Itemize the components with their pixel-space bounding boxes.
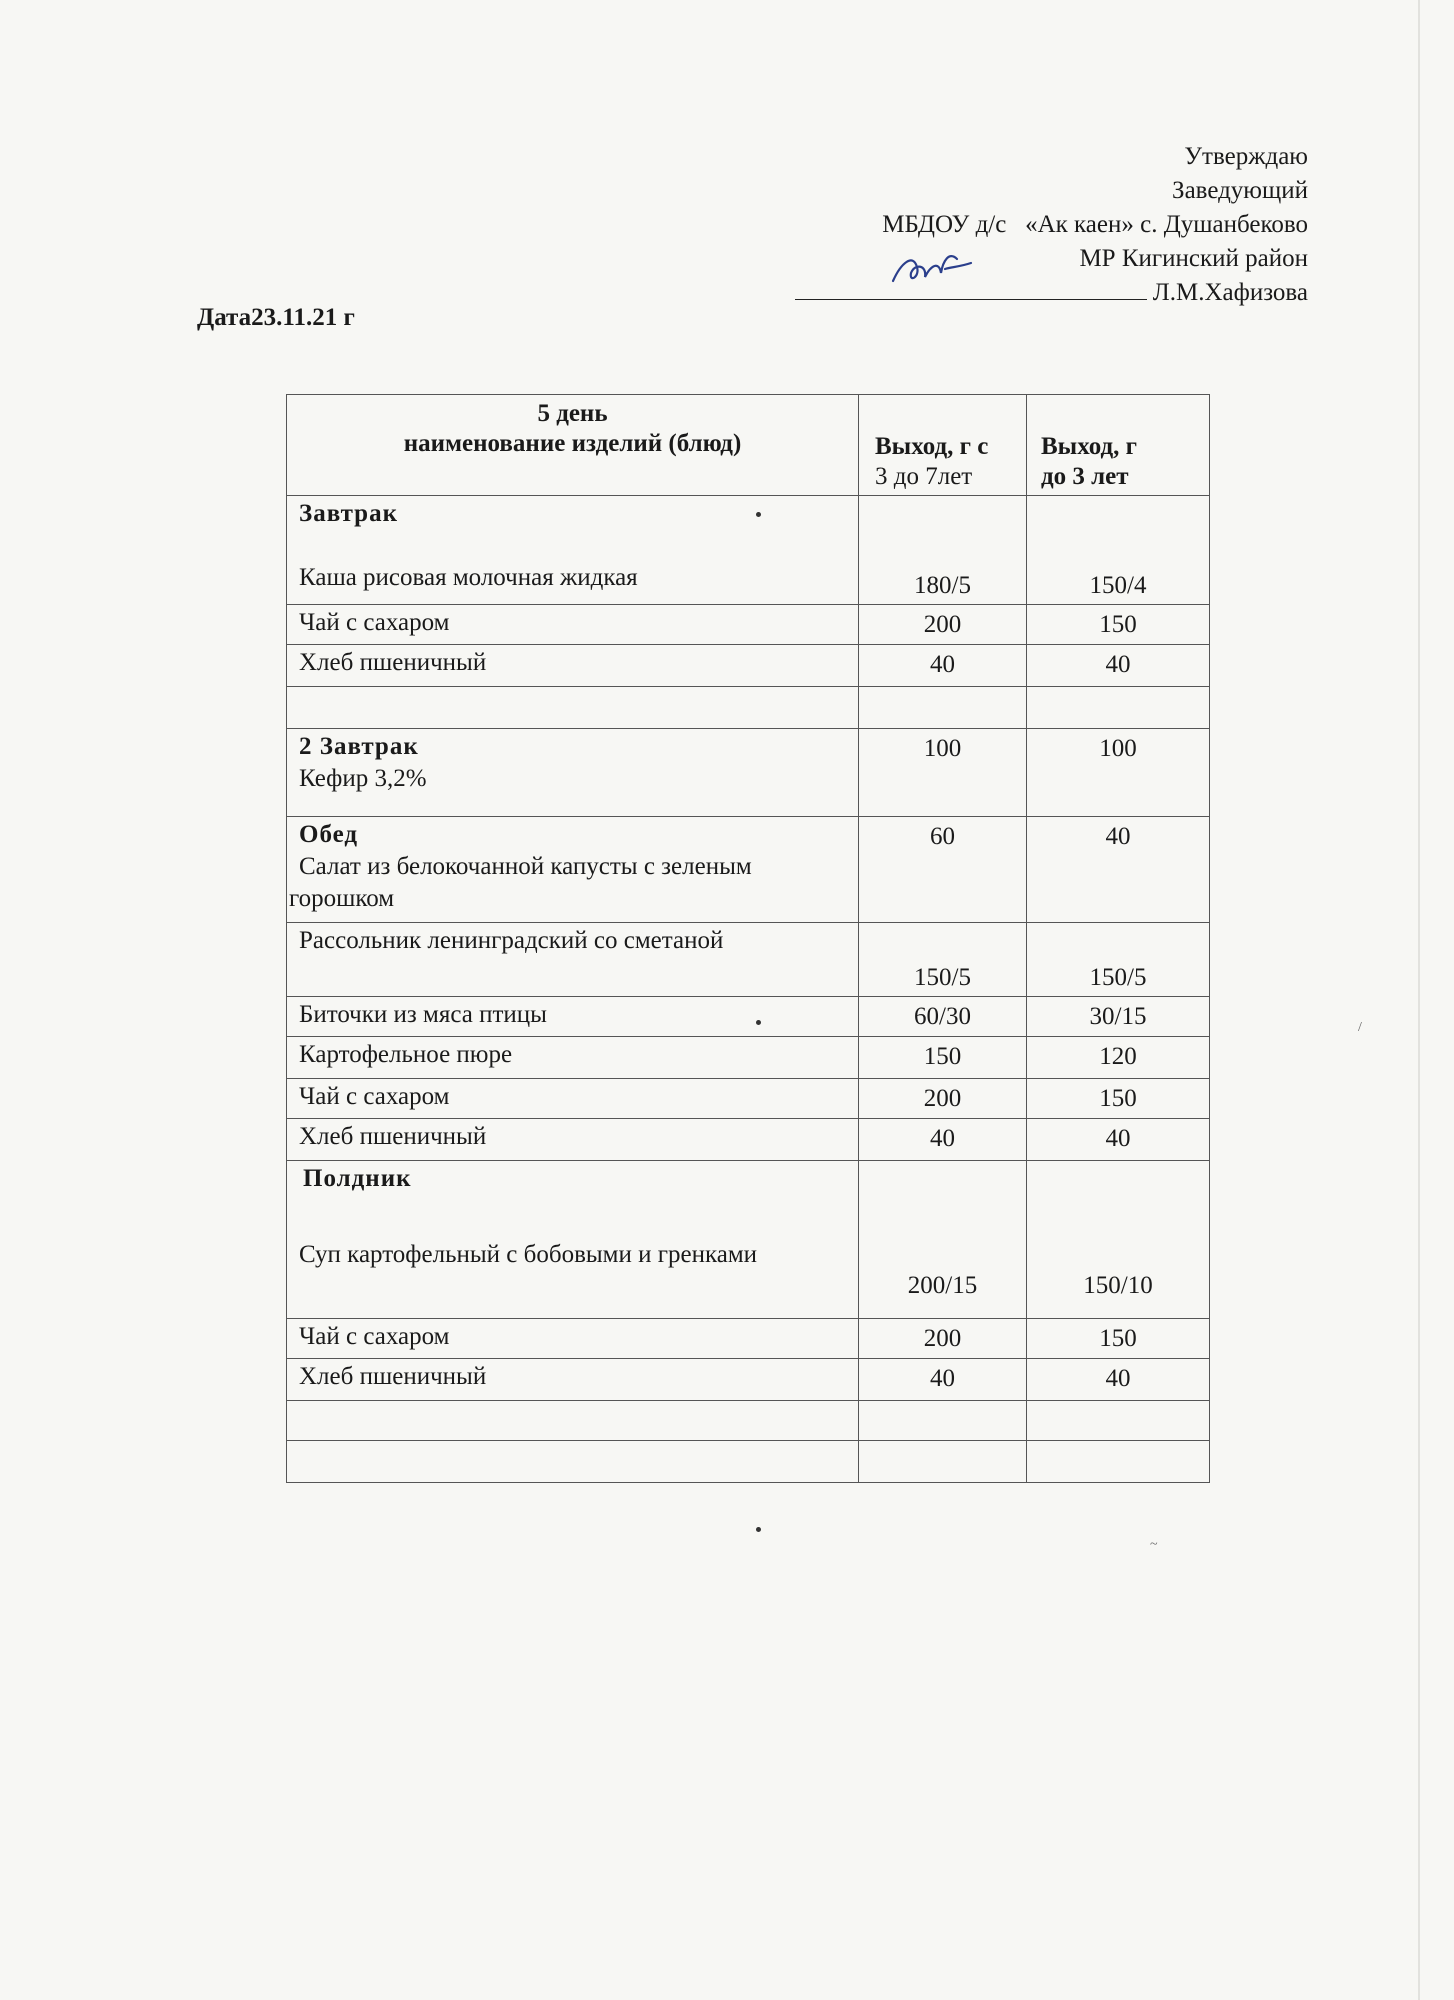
yield-under-3: 150 — [1027, 605, 1210, 645]
dish-name: Чай с сахаром — [287, 1319, 859, 1359]
header-name-cell — [287, 395, 859, 496]
table-row-empty — [287, 1441, 1210, 1483]
dish-name: Картофельное пюре — [287, 1037, 859, 1079]
yield-under-3: 40 — [1027, 817, 1210, 923]
approval-line-signature — [795, 276, 1308, 310]
yield-3-7: 60 — [859, 817, 1027, 923]
table-header-row — [287, 395, 1210, 496]
snack-cell — [287, 1161, 859, 1319]
yield-under-3: 40 — [1027, 1359, 1210, 1401]
header-day: 5 день — [537, 400, 608, 427]
yield-under-3: 150/10 — [1027, 1161, 1210, 1319]
dish-name: Каша рисовая молочная жидкая — [299, 564, 638, 591]
yield-under-3: 150 — [1027, 1319, 1210, 1359]
yield-under-3: 40 — [1027, 1119, 1210, 1161]
table-row — [287, 817, 1210, 923]
yield-3-7: 180/5 — [859, 496, 1027, 605]
table-row — [287, 1161, 1210, 1319]
approval-line-district: МР Кигинский район — [1079, 245, 1308, 272]
table-row — [287, 923, 1210, 997]
breakfast2-cell — [287, 729, 859, 817]
yield-3-7: 150 — [859, 1037, 1027, 1079]
scan-dot — [756, 1527, 761, 1532]
yield-3-7: 200 — [859, 605, 1027, 645]
yield-under-3: 100 — [1027, 729, 1210, 817]
header-yield-3-7-line1: Выход, г с — [875, 433, 989, 460]
scan-edge — [1418, 0, 1420, 2000]
section-breakfast-title: Завтрак — [299, 500, 398, 527]
table-row — [287, 997, 1210, 1037]
dish-name: Хлеб пшеничный — [287, 1359, 859, 1401]
approval-line-position: Заведующий — [1172, 177, 1308, 204]
header-yield-under-3-line1: Выход, г — [1041, 433, 1138, 460]
table-row — [287, 645, 1210, 687]
yield-3-7: 200 — [859, 1319, 1027, 1359]
scan-speck: ~ — [1150, 1537, 1158, 1552]
table-row-empty — [287, 687, 1210, 729]
lunch-cell — [287, 817, 859, 923]
yield-under-3: 40 — [1027, 645, 1210, 687]
approval-block — [795, 140, 1308, 310]
yield-under-3: 30/15 — [1027, 997, 1210, 1037]
dish-name: Чай с сахаром — [287, 1079, 859, 1119]
table-row — [287, 1119, 1210, 1161]
table-row — [287, 605, 1210, 645]
dish-name: Кефир 3,2% — [299, 765, 427, 792]
scan-dot — [756, 512, 761, 517]
yield-3-7: 200/15 — [859, 1161, 1027, 1319]
breakfast-cell — [287, 496, 859, 605]
table-row — [287, 1319, 1210, 1359]
yield-3-7: 200 — [859, 1079, 1027, 1119]
menu-table — [286, 394, 1210, 1483]
section-breakfast2-title: 2 Завтрак — [299, 733, 419, 760]
header-yield-3-7 — [859, 395, 1027, 496]
table-row — [287, 496, 1210, 605]
approval-line-organization: МБДОУ д/с «Ак каен» с. Душанбеково — [882, 211, 1308, 238]
approval-line-approve: Утверждаю — [1184, 143, 1308, 170]
document-date: Дата23.11.21 г — [197, 304, 355, 331]
yield-3-7: 100 — [859, 729, 1027, 817]
header-name-column: наименование изделий (блюд) — [403, 430, 742, 457]
yield-3-7: 60/30 — [859, 997, 1027, 1037]
table-row-empty — [287, 1401, 1210, 1441]
table-row — [287, 1037, 1210, 1079]
table-row — [287, 729, 1210, 817]
scan-dot — [756, 1020, 761, 1025]
section-snack-title: Полдник — [303, 1165, 412, 1192]
dish-name-continued: горошком — [289, 885, 395, 912]
yield-under-3: 120 — [1027, 1037, 1210, 1079]
yield-under-3: 150/4 — [1027, 496, 1210, 605]
header-yield-under-3-line2: до 3 лет — [1041, 463, 1129, 490]
dish-name: Салат из белокочанной капусты с зеленым — [299, 853, 752, 880]
handwritten-signature — [887, 243, 977, 293]
yield-3-7: 150/5 — [859, 923, 1027, 997]
yield-under-3: 150/5 — [1027, 923, 1210, 997]
table-row — [287, 1359, 1210, 1401]
dish-name: Хлеб пшеничный — [287, 645, 859, 687]
section-lunch-title: Обед — [299, 821, 359, 848]
dish-name: Суп картофельный с бобовыми и гренками — [299, 1241, 758, 1268]
dish-name: Чай с сахаром — [287, 605, 859, 645]
yield-3-7: 40 — [859, 645, 1027, 687]
dish-name: Биточки из мяса птицы — [287, 997, 859, 1037]
yield-3-7: 40 — [859, 1359, 1027, 1401]
header-yield-under-3 — [1027, 395, 1210, 496]
dish-name: Хлеб пшеничный — [287, 1119, 859, 1161]
dish-name: Рассольник ленинградский со сметаной — [287, 923, 859, 997]
signer-name: Л.М.Хафизова — [1152, 279, 1308, 306]
table-row — [287, 1079, 1210, 1119]
scan-speck: / — [1358, 1020, 1362, 1035]
yield-3-7: 40 — [859, 1119, 1027, 1161]
yield-under-3: 150 — [1027, 1079, 1210, 1119]
signature-line — [795, 279, 1147, 300]
header-yield-3-7-line2: 3 до 7лет — [875, 463, 973, 490]
